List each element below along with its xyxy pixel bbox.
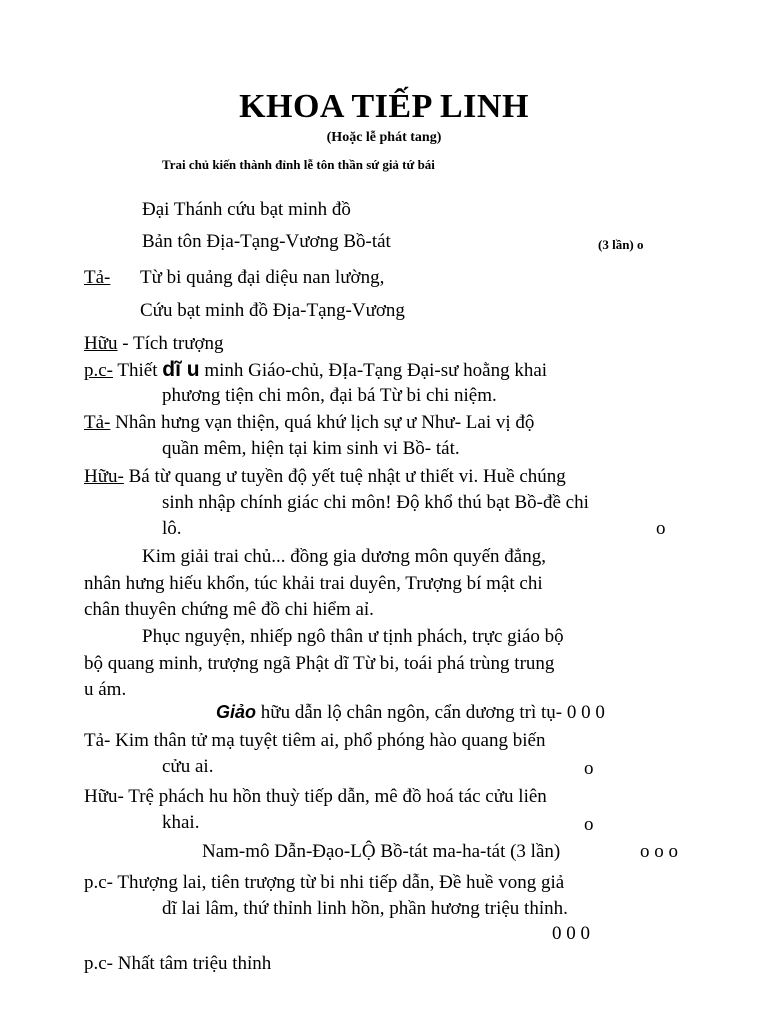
verse-line-19 <box>216 700 605 725</box>
document-subtitle: (Hoặc lễ phát tang) <box>326 130 442 145</box>
verse-line-10 <box>84 465 566 489</box>
speaker-huu: Hữu <box>84 333 118 354</box>
verse-line-23: khai. <box>162 812 200 833</box>
verse-line-6 <box>84 358 547 383</box>
verse-line-9: quần mêm, hiện tại kim sinh vi Bồ- tát. <box>162 438 460 459</box>
end-mark: o <box>584 758 594 779</box>
verse-line-12: lô. <box>162 518 182 539</box>
verse-line-13: Kim giải trai chủ... đồng gia dương môn quyến đẳng, <box>142 546 546 567</box>
verse-line-10-text: Bá từ quang ư tuyền độ yết tuệ nhật ư thiết vi. Huề chúng <box>123 466 566 487</box>
speaker-huu: Hữu- <box>84 466 124 487</box>
verse-line-21: cửu ai. <box>162 756 214 777</box>
verse-line-7: phương tiện chi môn, đại bá Từ bi chi niệm. <box>162 385 497 406</box>
verse-line-26: dĩ lai lâm, thứ thỉnh linh hồn, phần hương triệu thỉnh. <box>162 898 568 919</box>
speaker-pc: p.c- <box>84 360 114 381</box>
end-mark: o <box>656 518 666 539</box>
verse-line-19-giao: Giảo <box>216 702 257 722</box>
repeat-mark: (3 lần) o <box>598 237 644 252</box>
verse-line-6-a: Thiết <box>113 360 163 381</box>
verse-line-6-b: minh Giáo-chủ, ĐỊa-Tạng Đại-sư hoằng khai <box>199 360 548 381</box>
verse-line-25: p.c- Thượng lai, tiên trượng từ bi nhi tiếp dẫn, Đề huề vong giả <box>84 872 565 893</box>
document-title: KHOA TIẾP LINH <box>239 88 529 125</box>
verse-line-5 <box>84 332 224 356</box>
verse-line-3: Từ bi quảng đại diệu nan lường, <box>140 267 385 288</box>
end-mark: o <box>584 814 594 835</box>
end-mark: o o o <box>640 841 678 862</box>
verse-line-18: u ám. <box>84 679 127 700</box>
verse-line-8 <box>84 411 534 435</box>
verse-line-6-big: dĩ u <box>162 358 200 381</box>
verse-line-24: Nam-mô Dẫn-Đạo-LỘ Bồ-tát ma-ha-tát (3 lần) <box>202 841 561 862</box>
verse-line-17: bộ quang minh, trượng ngã Phật dĩ Từ bi, toái phá trùng trung <box>84 653 555 674</box>
ritual-note: Trai chủ kiến thành đỉnh lễ tôn thần sứ giả tứ bái <box>162 157 435 172</box>
verse-line-2: Bản tôn Địa-Tạng-Vương Bồ-tát <box>142 231 391 252</box>
speaker-ta: Tả- <box>84 412 111 433</box>
verse-line-5-text: - Tích trượng <box>117 333 224 354</box>
verse-line-19-text: hữu dẫn lộ chân ngôn, cẩn dương trì tụ- 0 0 0 <box>256 702 605 723</box>
end-mark: 0 0 0 <box>552 923 590 944</box>
verse-line-1: Đại Thánh cứu bạt minh đồ <box>142 199 351 220</box>
verse-line-16: Phục nguyện, nhiếp ngô thân ư tịnh phách, trực giáo bộ <box>142 626 564 647</box>
verse-line-11: sinh nhập chính giác chi môn! Độ khổ thú bạt Bồ-đề chi <box>162 492 589 513</box>
verse-line-15: chân thuyên chứng mê đồ chi hiểm aỉ. <box>84 599 374 620</box>
verse-line-22: Hữu- Trệ phách hu hồn thuỳ tiếp dẫn, mê đồ hoá tác cửu liên <box>84 786 547 807</box>
verse-line-8-text: Nhân hưng vạn thiện, quá khứ lịch sự ư Như- Lai vị độ <box>110 412 535 433</box>
verse-line-4: Cứu bạt minh đồ Địa-Tạng-Vương <box>140 300 405 321</box>
verse-line-20: Tả- Kim thân tử mạ tuyệt tiêm ai, phổ phóng hào quang biến <box>84 730 546 751</box>
speaker-ta: Tả- <box>84 267 111 288</box>
verse-line-28: p.c- Nhất tâm triệu thỉnh <box>84 953 272 974</box>
verse-line-14: nhân hưng hiếu khổn, túc khải trai duyên, Trượng bí mật chi <box>84 573 543 594</box>
